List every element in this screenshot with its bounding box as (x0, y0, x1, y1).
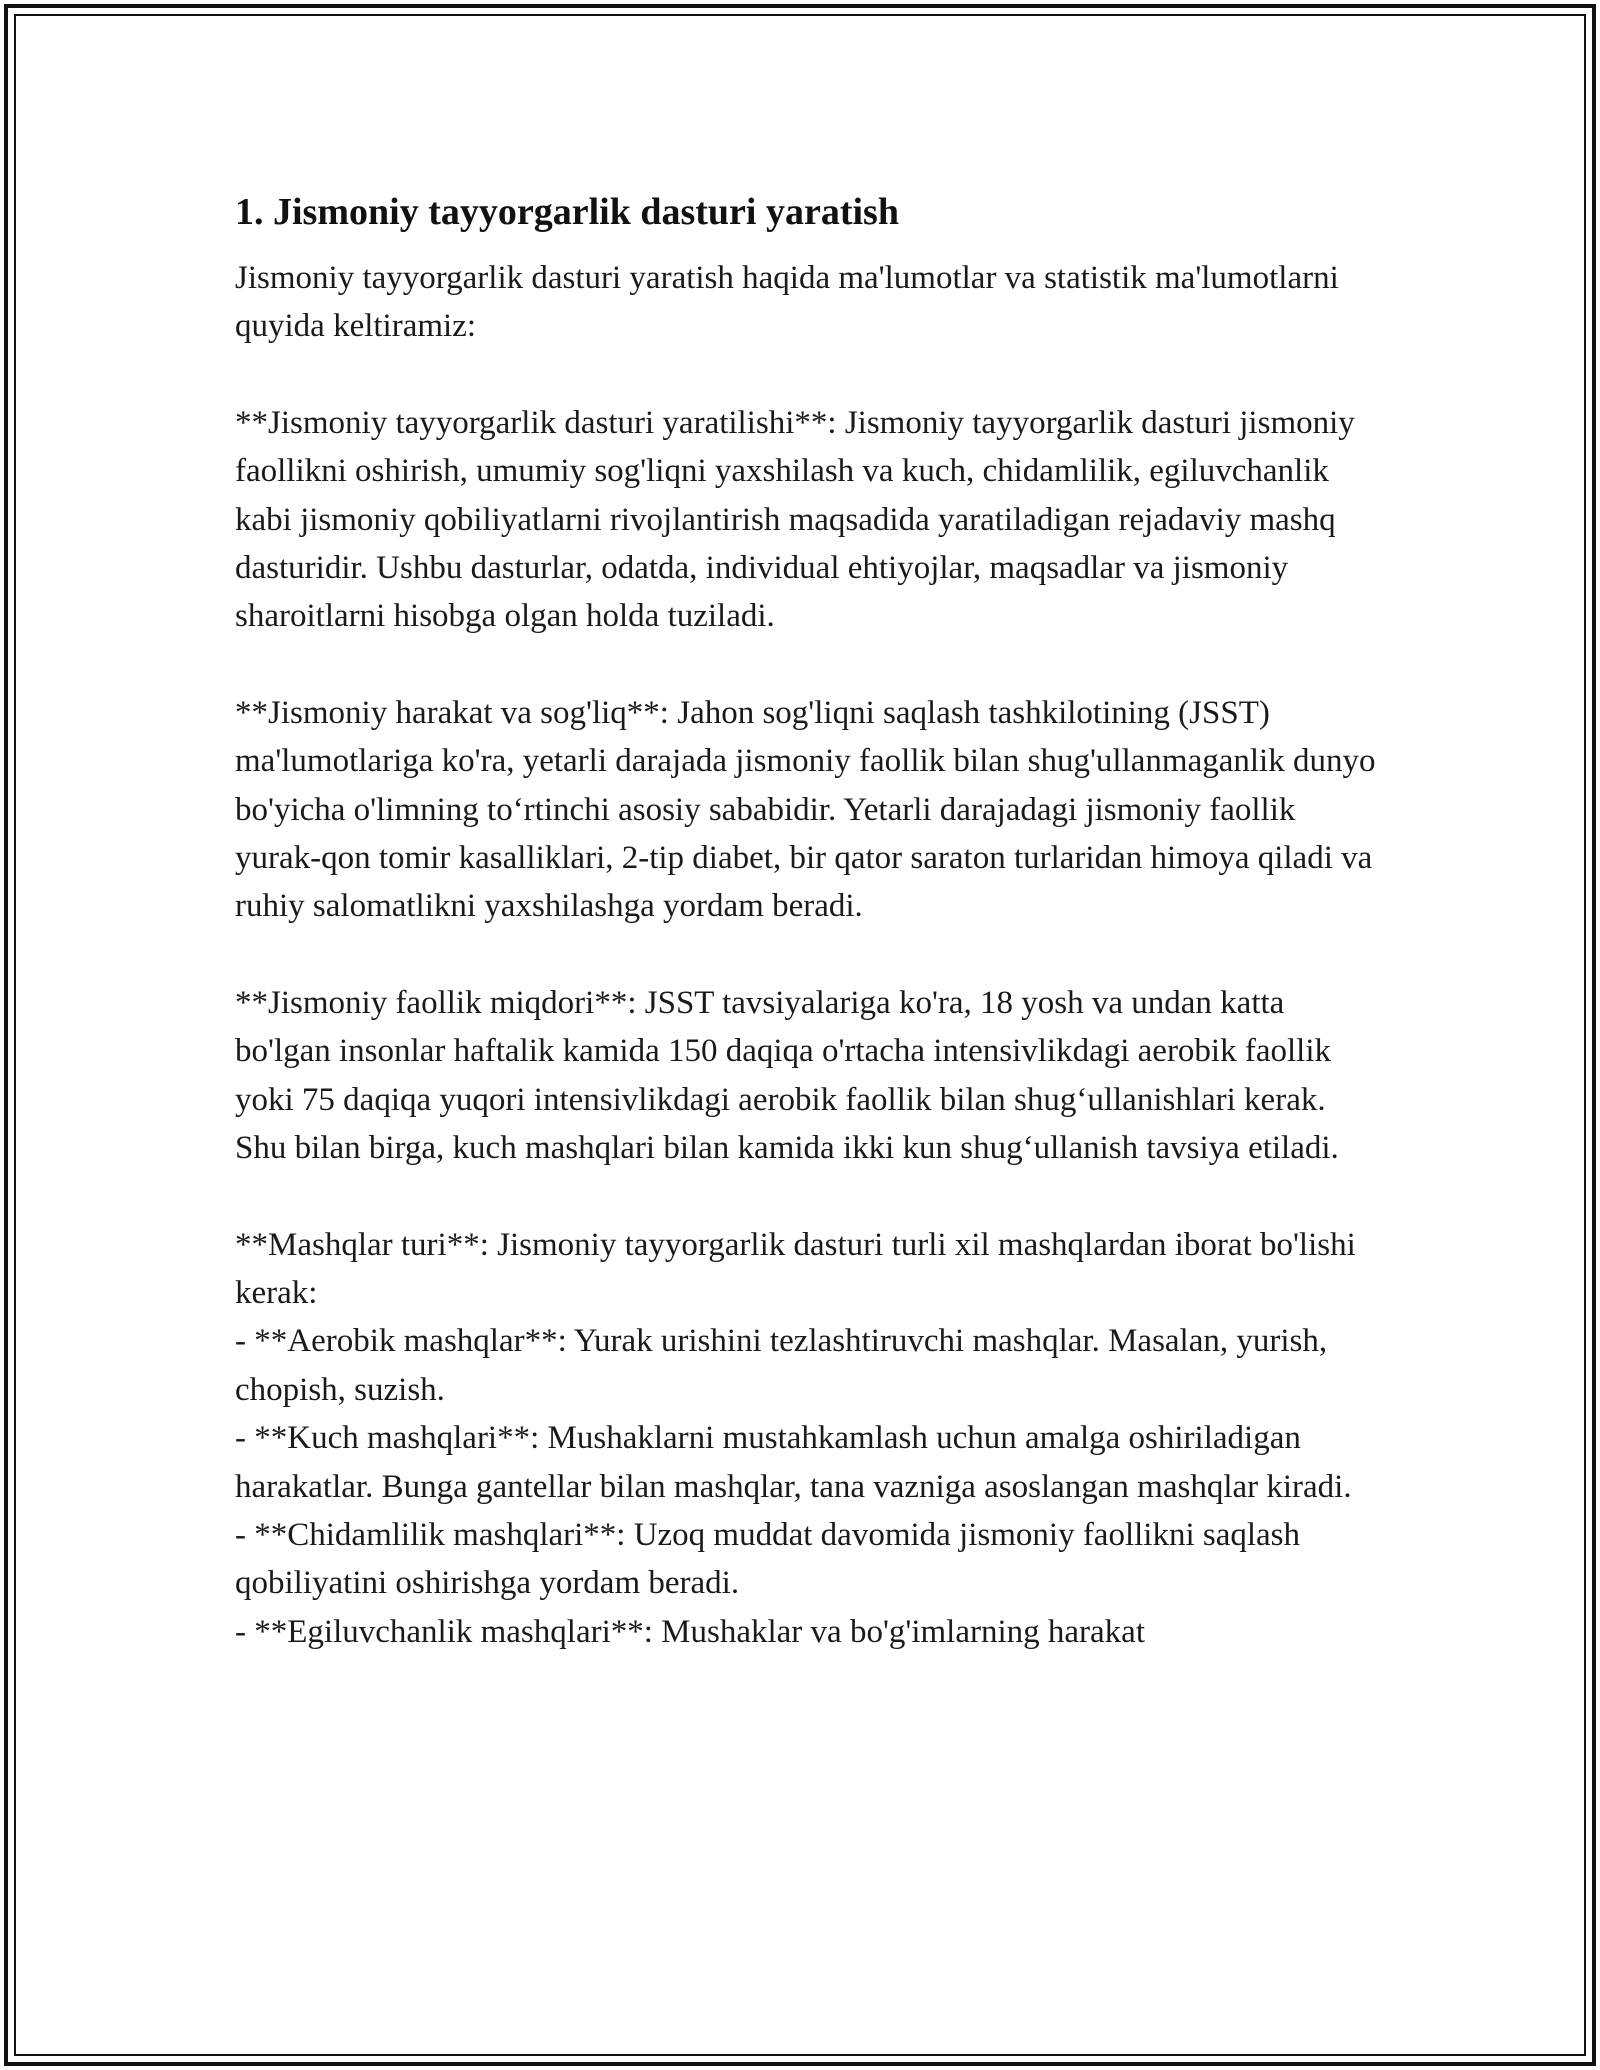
list-item-endurance: - **Chidamlilik mashqlari**: Uzoq muddat davomida jismoniy faollikni saqlash qobiliyatini oshirishga yordam beradi. (235, 1516, 1301, 1602)
paragraph-activity-health: **Jismoniy harakat va sog'liq**: Jahon sog'liqni saqlash tashkilotining (JSST) ma'lumotlariga ko'ra, yetarli darajada jismoniy faollik bilan shug'ullanmaganlik dunyo bo'yicha o'limning to‘rtinchi asosiy sababidir. Yetarli darajadagi jismoniy faollik yurak-qon tomir kasalliklari, 2-tip diabet, bir qator saraton turlaridan himoya qiladi va ruhiy salomatlikni yaxshilashga yordam beradi. (235, 694, 1376, 925)
list-item-aerobic: - **Aerobik mashqlar**: Yurak urishini tezlashtiruvchi mashqlar. Masalan, yurish, chopish, suzish. (235, 1323, 1328, 1408)
exercise-types-lead: **Mashqlar turi**: Jismoniy tayyorgarlik dasturi turli xil mashqlardan iborat bo'lishi kerak: (235, 1226, 1356, 1311)
document-title: 1. Jismoniy tayyorgarlik dasturi yaratish (235, 191, 899, 233)
intro-paragraph: Jismoniy tayyorgarlik dasturi yaratish haqida ma'lumotlar va statistik ma'lumotlarni quyida keltiramiz: (235, 260, 1339, 345)
paragraph-activity-amount: **Jismoniy faollik miqdori**: JSST tavsiyalariga ko'ra, 18 yosh va undan katta bo'lgan insonlar haftalik kamida 150 daqiqa o'rtacha intensivlikdagi aerobik faollik yoki 75 daqiqa yuqori intensivlikdagi aerobik faollik bilan shug‘ullanishlari kerak. Shu bilan birga, kuch mashqlari bilan kamida ikki kun shug‘ullanish tavsiya etiladi. (235, 984, 1339, 1167)
paragraph-program-creation: **Jismoniy tayyorgarlik dasturi yaratilishi**: Jismoniy tayyorgarlik dasturi jismoniy faollikni oshirish, umumiy sog'liqni yaxshilash va kuch, chidamlilik, egiluvchanlik kabi jismoniy qobiliyatlarni rivojlantirish maqsadida yaratiladigan rejadaviy mashq dasturidir. Ushbu dasturlar, odatda, individual ehtiyojlar, maqsadlar va jismoniy sharoitlarni hisobga olgan holda tuziladi. (235, 404, 1355, 635)
document-body (235, 186, 1385, 1656)
list-item-strength: - **Kuch mashqlari**: Mushaklarni mustahkamlash uchun amalga oshiriladigan harakatlar. Bunga gantellar bilan mashqlar, tana vazniga asoslangan mashqlar kiradi. (235, 1420, 1352, 1505)
list-item-flexibility: - **Egiluvchanlik mashqlari**: Mushaklar va bo'g'imlarning harakat (235, 1613, 1145, 1650)
